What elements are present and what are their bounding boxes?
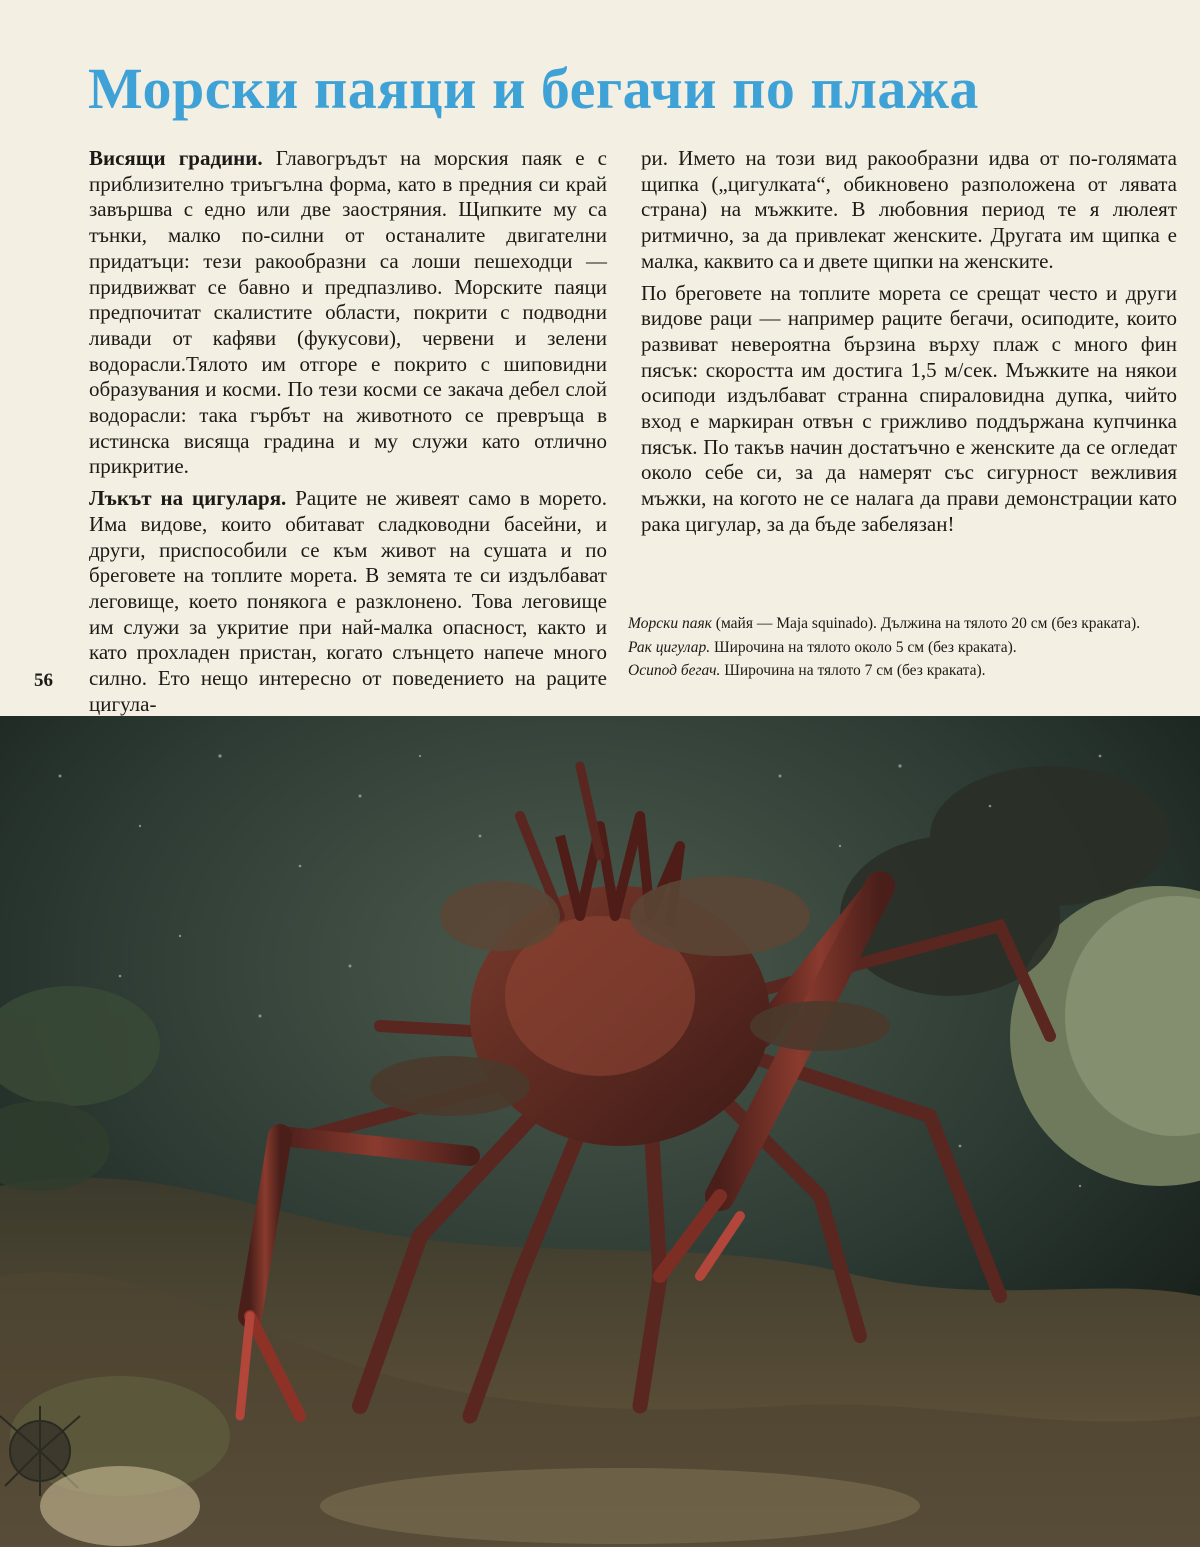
section-heading-hanging-gardens: Висящи градини. — [89, 146, 263, 170]
text-column-left — [89, 146, 607, 717]
paragraph-text: Раците не живеят само в морето. Има видове, които обитават сладководни басейни, и други, приспособили се към живот на сушата и по бреговете на топлите морета. В земята те си издълбават леговище, което понякога е разклонено. Това леговище им служи за укритие при най-малка опасност, както и като прохладен пристан, когато слънцето напече много силно. Ето нещо интересно от поведението на раците цигула- — [89, 486, 608, 716]
underwater-crab-illustration — [0, 716, 1200, 1547]
caption-spider-crab: Морски паяк (майя — Maja squinado). Дължина на тялото 20 см (без краката). — [628, 615, 1141, 632]
paragraph-ghost-crabs: По бреговете на топлите морета се срещат често и други видове раци — например раците бегачи, осиподите, които развиват невероятна бързина върху плаж с много фин пясък: скоростта им достига 1,5 м/сек. Мъжките на някои осиподи издълбават странна спираловидна дупка, чийто вход е маркиран отвън с грижливо поддържана купчинка пясък. По такъв начин достатъчно е женските да се огледат около себе си, за да намерят със сигурност вежливия мъжки, на когото не се налага да прави демонстрации като рака цигулар, за да бъде забелязан! — [641, 280, 1177, 536]
page-title: Морски паяци и бегачи по плажа — [88, 56, 979, 121]
page-number: 56 — [34, 670, 53, 691]
sand-patch — [320, 1468, 920, 1544]
paragraph-text: Главогръдът на морския паяк е с приблизително триъгълна форма, като в предния си край завършва с едно или две заостряния. Щипките му са тънки, малко по-силни от останалите двигателни придатъци: тези ракообразни са лоши пешеходци — придвижват се бавно и предпазливо. Морските паяци предпочитат скалистите области, покрити с подводни ливади от кафяви (фукусови), червени и зелени водорасли.Тялото им отгоре е покрито с шиповидни образувания и косми. По тези косми се закача дебел слой водорасли: така гърбът на животното се превръща в истинска висяща градина и му служи като отлично прикритие. — [89, 146, 607, 479]
figure-captions — [628, 613, 1158, 684]
caption-fiddler-crab: Рак цигулар. Широчина на тялото около 5 см (без краката). — [628, 638, 1017, 656]
caption-ghost-crab: Осипод бегач. Широчина на тялото 7 см (без краката). — [628, 662, 986, 679]
coral-pale — [40, 1466, 200, 1546]
section-heading-fiddler-bow: Лъкът на цигуларя. — [89, 486, 287, 511]
paragraph-fiddler-continued: ри. Името на този вид ракообразни идва от по-голямата щипка („цигулката“, обикновено разположена от лявата страна) на мъжките. В любовния период те я люлеят ритмично, за да привлекат женските. Другата им щипка е малка, каквито са и двете щипки на женските. — [641, 146, 1177, 273]
text-column-right — [641, 146, 1177, 538]
paragraph-fiddler-bow — [89, 486, 607, 717]
spider-crab-painting — [0, 716, 1200, 1547]
paragraph-hanging-gardens — [89, 146, 607, 480]
